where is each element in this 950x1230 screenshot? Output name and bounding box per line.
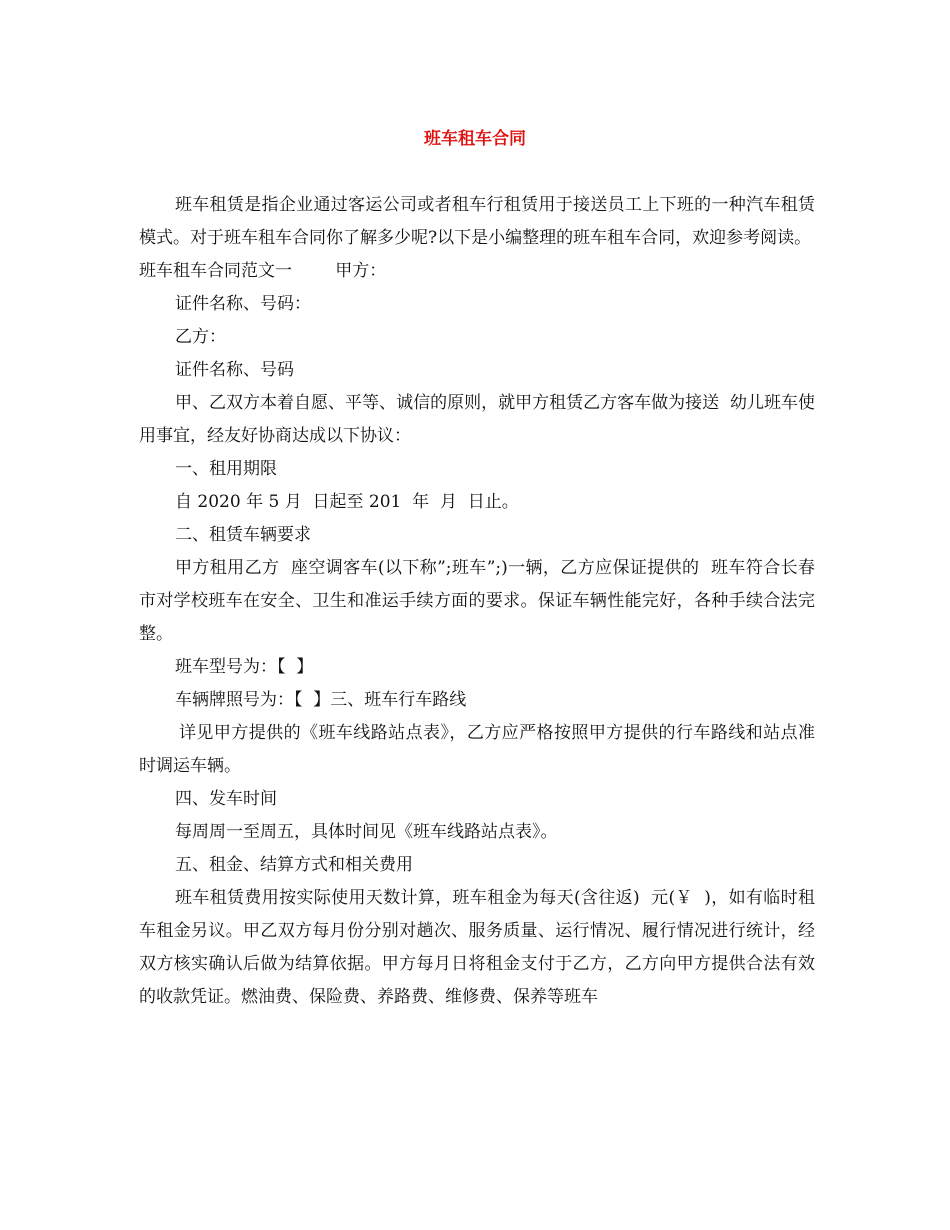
section-4-heading: 四、发车时间 bbox=[175, 789, 277, 809]
section-1-heading: 一、租用期限 bbox=[175, 459, 277, 479]
intro-paragraph: 班车租赁是指企业通过客运公司或者租车行租赁用于接送员工上下班的一种汽车租赁模式。对于班车租车合同你了解多少呢?以下是小编整理的班车租车合同，欢迎参考阅读。 bbox=[139, 195, 815, 248]
rent-paragraph: 班车租赁费用按实际使用天数计算，班车租金为每天(含往返) 元(￥ )，如有临时租车租金另议。甲乙双方每月份分别对趟次、服务质量、运行情况、履行情况进行统计，经双方核实确认后做为结算依据。甲方每月日将租金支付于乙方，乙方向甲方提供合法有效的收款凭证。燃油费、保险费、养路费、维修费、保养等班车 bbox=[139, 888, 815, 1007]
route-paragraph: 详见甲方提供的《班车线路站点表》，乙方应严格按照甲方提供的行车路线和站点准时调运车辆。 bbox=[139, 723, 815, 776]
departure-time-line: 每周周一至周五，具体时间见《班车线路站点表》。 bbox=[175, 822, 558, 842]
bus-model-line: 班车型号为：【 】 bbox=[175, 657, 314, 677]
party-b-id-line: 证件名称、号码 bbox=[175, 360, 294, 380]
party-a-id-line: 证件名称、号码： bbox=[175, 294, 311, 314]
document-body bbox=[139, 189, 815, 1014]
section-2-heading: 二、租赁车辆要求 bbox=[175, 525, 311, 545]
agreement-paragraph: 甲、乙双方本着自愿、平等、诚信的原则，就甲方租赁乙方客车做为接送 幼儿班车使用事宜，经友好协商达成以下协议： bbox=[139, 393, 815, 446]
plate-number-line: 车辆牌照号为：【 】三、班车行车路线 bbox=[175, 690, 467, 710]
sample-heading-line: 班车租车合同范文一 甲方： bbox=[139, 261, 387, 281]
section-5-heading: 五、租金、结算方式和相关费用 bbox=[175, 855, 413, 875]
document-title: 班车租车合同 bbox=[424, 129, 526, 149]
rental-period-line: 自 2020 年 5 月 日起至 201 年 月 日止。 bbox=[175, 492, 519, 512]
party-b-line: 乙方： bbox=[175, 327, 226, 347]
vehicle-requirements-paragraph: 甲方租用乙方 座空调客车(以下称”;班车”;)一辆，乙方应保证提供的 班车符合长春市对学校班车在安全、卫生和准运手续方面的要求。保证车辆性能完好，各种手续合法完整。 bbox=[139, 558, 815, 644]
